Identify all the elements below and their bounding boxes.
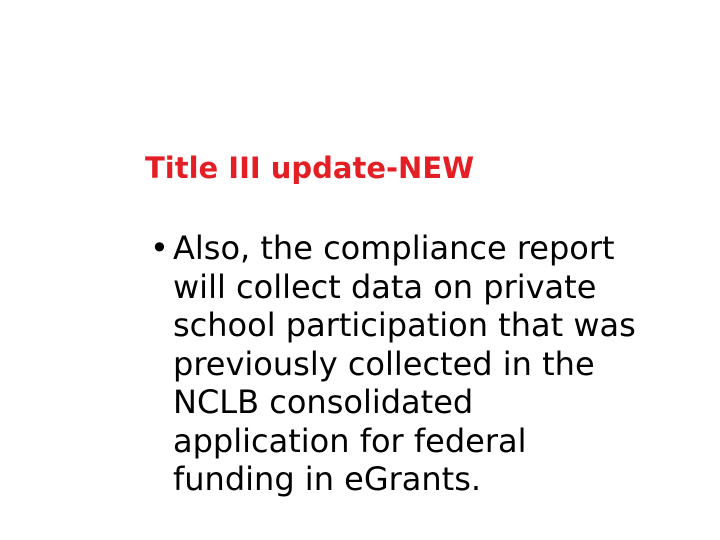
- bullet-line: application for federal: [173, 421, 527, 460]
- bullet-item: [150, 229, 710, 499]
- bullet-line: school participation that was: [173, 306, 636, 344]
- bullet-line: Also, the compliance report: [173, 229, 615, 267]
- bullet-line: NCLB consolidated: [173, 383, 474, 421]
- bullet-line: previously collected in the: [173, 344, 595, 383]
- bullet-text: [173, 229, 703, 499]
- bullet-line: funding in eGrants.: [173, 460, 482, 498]
- bullet-icon: •: [150, 229, 169, 267]
- bullet-line: will collect data on private: [173, 267, 597, 306]
- slide-title: Title III update-NEW: [145, 151, 475, 185]
